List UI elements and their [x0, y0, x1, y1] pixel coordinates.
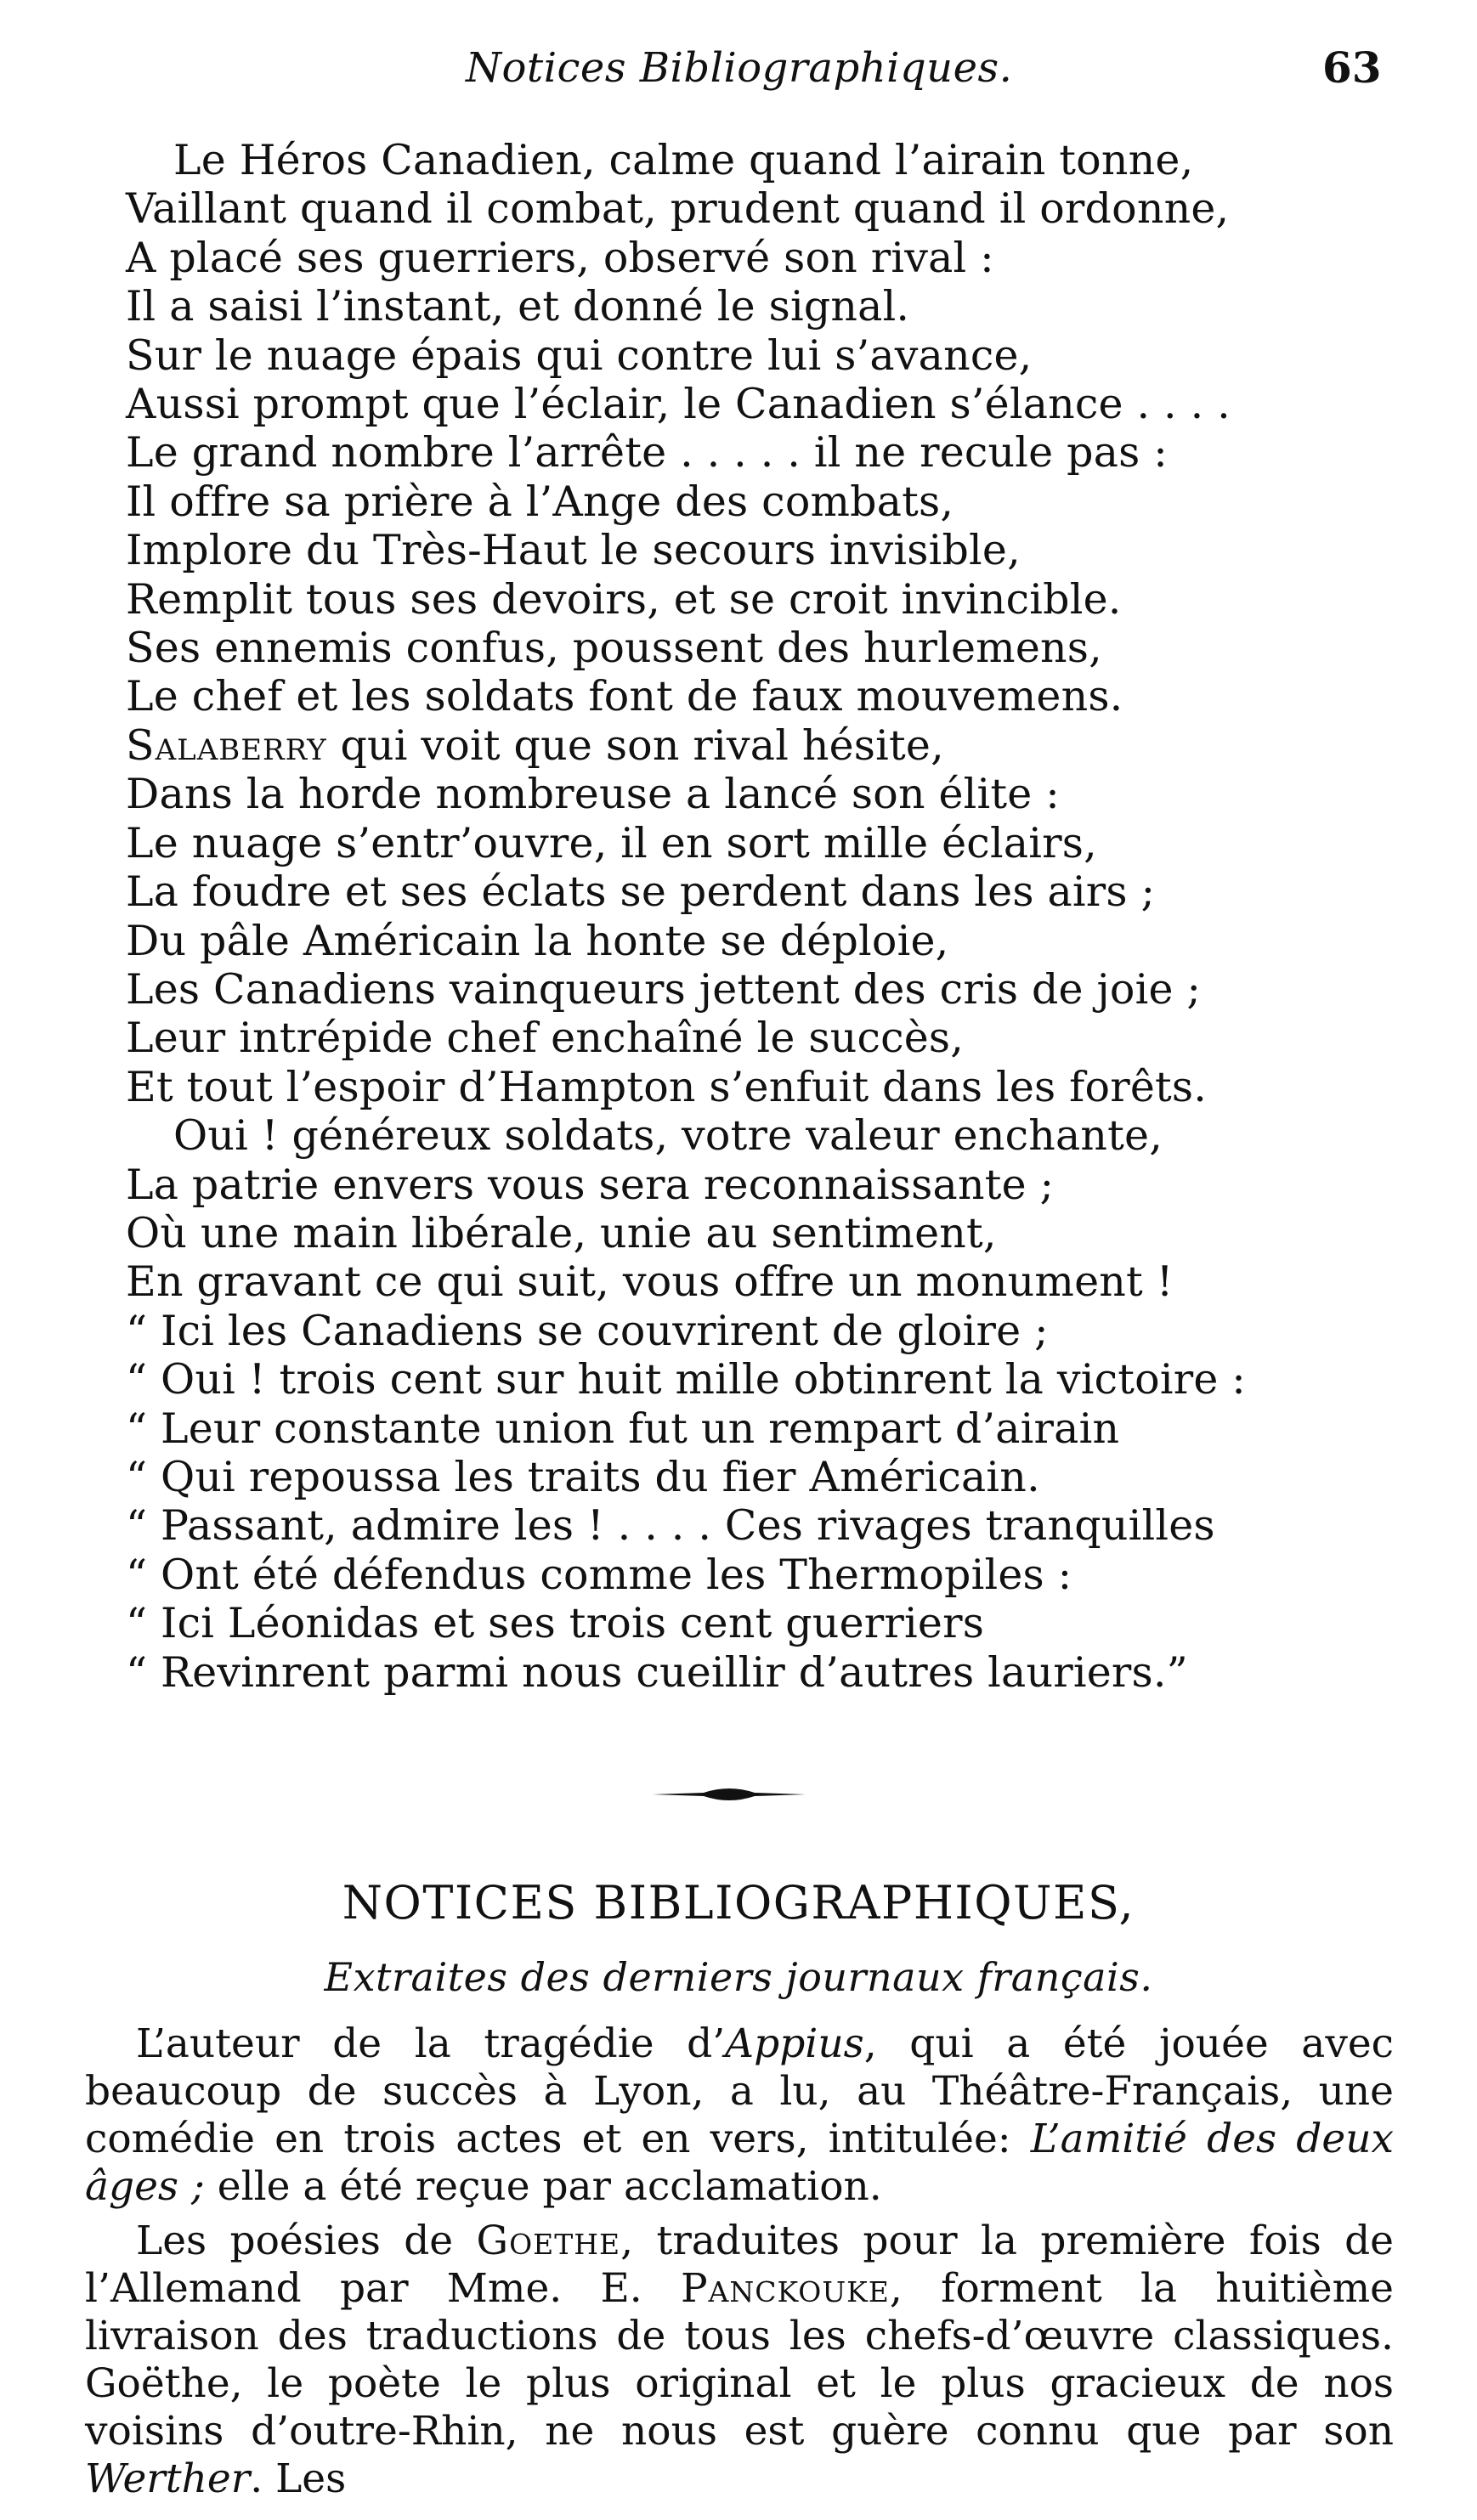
page-number: 63 [1322, 42, 1382, 93]
text-run: , forment la huitième livraison des traductions de tous les chefs-d’œuvre classiques. Goëthe, le poète le plus original et le plus gracieux de nos voisins d’outre-Rhin, ne nous est guère connu que par son [85, 2265, 1394, 2455]
poem-line: “ Leur constante union fut un rempart d’airain [126, 1404, 1120, 1453]
poem-line: Le Héros Canadien, calme quand l’airain tonne, [173, 136, 1194, 184]
text-run: L’auteur de la tragédie d’ [136, 2020, 726, 2067]
section-divider-ornament [653, 1784, 806, 1805]
poem-line: “ Oui ! trois cent sur huit mille obtinrent la victoire : [126, 1355, 1247, 1404]
poem-line: Leur intrépide chef enchaîné le succès, [126, 1014, 965, 1063]
poem-line: Ses ennemis confus, poussent des hurlemens, [126, 624, 1102, 673]
poem-line: Implore du Très-Haut le secours invisible, [126, 526, 1021, 575]
poem-line: La patrie envers vous sera reconnaissante ; [126, 1160, 1055, 1209]
title-amitie: L’amitié des deux âges ; [85, 2116, 1394, 2210]
poem-line: “ Ici les Canadiens se couvrirent de gloire ; [126, 1306, 1049, 1355]
prose-body [85, 2020, 1394, 2510]
poem-line: Vaillant quand il combat, prudent quand il ordonne, [126, 184, 1230, 234]
poem-line: Oui ! généreux soldats, votre valeur enchante, [173, 1111, 1163, 1161]
text-run: , traduites pour la première fois de l’Allemand par Mme. E. [85, 2218, 1394, 2312]
poem-line: Aussi prompt que l’éclair, le Canadien s’élance . . . . [126, 380, 1231, 429]
poem-line: Où une main libérale, unie au sentiment, [126, 1208, 997, 1257]
poem-line: Et tout l’espoir d’Hampton s’enfuit dans les forêts. [126, 1062, 1208, 1111]
poem-line-salaberry [126, 721, 1248, 770]
poem [126, 136, 1248, 1697]
poem-line: Les Canadiens vainqueurs jettent des cris de joie ; [126, 964, 1202, 1014]
paragraph [85, 2020, 1394, 2211]
poem-line: “ Revinrent parmi nous cueillir d’autres lauriers.” [126, 1647, 1188, 1697]
poem-line: Le nuage s’entr’ouvre, il en sort mille éclairs, [126, 818, 1097, 867]
poem-line: La foudre et ses éclats se perdent dans les airs ; [126, 867, 1156, 917]
poem-line: Du pâle Américain la honte se déploie, [126, 916, 949, 965]
poem-line: Sur le nuage épais qui contre lui s’avance, [126, 331, 1033, 380]
text-run: , qui a été jouée avec beaucoup de succès à Lyon, a lu, au Théâtre-Français, une comédie en trois actes et en vers, intitulée: [85, 2020, 1395, 2162]
name-panckouke: Panckouke [680, 2265, 890, 2312]
text-run: elle a été reçue par acclamation. [204, 2163, 882, 2210]
section-subtitle: Extraites des derniers journaux français. [324, 1954, 1153, 2000]
title-appius: Appius [725, 2020, 864, 2067]
name-goethe: Goethe [476, 2218, 621, 2264]
poem-line: “ Ont été défendus comme les Thermopiles : [126, 1550, 1072, 1599]
poem-line: “ Passant, admire les ! . . . . Ces rivages tranquilles [126, 1501, 1215, 1551]
section-title: NOTICES BIBLIOGRAPHIQUES, [342, 1876, 1135, 1930]
poem-line: Dans la horde nombreuse a lancé son élite : [126, 770, 1060, 819]
title-werther: Werther [85, 2455, 251, 2502]
poem-line: Le chef et les soldats font de faux mouvemens. [126, 672, 1123, 721]
poem-line: Le grand nombre l’arrête . . . . . il ne recule pas : [126, 428, 1168, 477]
running-head [0, 36, 1477, 95]
poem-line: Remplit tous ses devoirs, et se croit invincible. [126, 574, 1122, 624]
poem-line: “ Qui repoussa les traits du fier Américain. [126, 1452, 1040, 1501]
poem-line: A placé ses guerriers, observé son rival : [126, 233, 994, 282]
text-run: Les poésies de [136, 2218, 477, 2264]
poem-line: En gravant ce qui suit, vous offre un monument ! [126, 1257, 1174, 1307]
paragraph [85, 2218, 1394, 2503]
text-run: . Les [250, 2455, 347, 2502]
poem-line: “ Ici Léonidas et ses trois cent guerriers [126, 1599, 985, 1648]
salaberry-name: Salaberry [126, 720, 327, 770]
poem-line: Il offre sa prière à l’Ange des combats, [126, 477, 954, 526]
poem-line-rest: qui voit que son rival hésite, [326, 720, 944, 770]
running-title: Notices Bibliographiques. [466, 44, 1013, 92]
poem-line: Il a saisi l’instant, et donné le signal. [126, 282, 910, 331]
